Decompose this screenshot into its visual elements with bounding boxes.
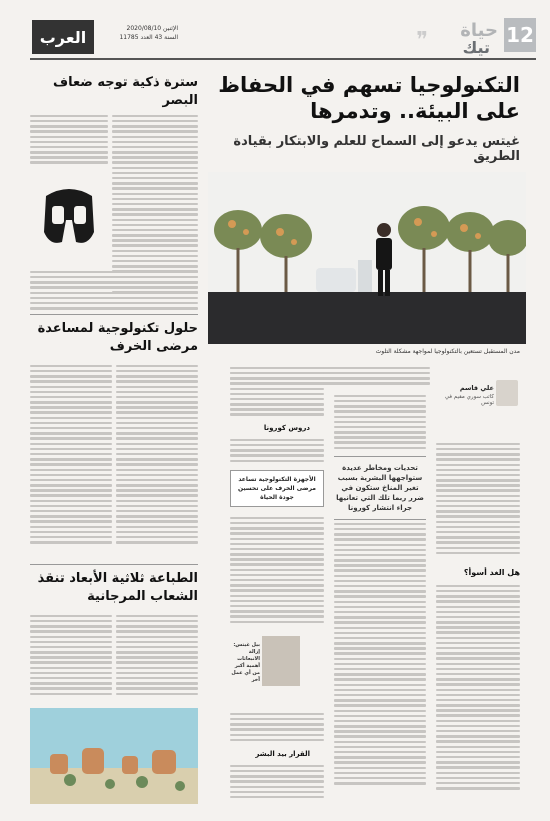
issue-info	[98, 24, 178, 42]
date-line: الإثنين 2020/08/10	[126, 25, 178, 32]
subsection-title: تيك	[462, 38, 490, 57]
author-box	[436, 380, 520, 440]
article-body-col2a	[334, 392, 426, 454]
left-story-2-text-a	[116, 362, 198, 558]
article-body-col2b	[334, 520, 426, 804]
left-story-1-text-c	[30, 268, 198, 316]
article-body-col1a	[436, 440, 520, 564]
bill-gates-box	[230, 636, 300, 706]
article-subhead-3: القرار بيد البشر	[255, 750, 310, 758]
smart-glasses-icon	[30, 176, 108, 266]
left-story-3-text-a	[116, 612, 198, 704]
left-divider-2	[30, 564, 198, 565]
article-photo	[208, 172, 526, 344]
article-body-col3a	[230, 364, 324, 420]
masthead-rule	[30, 58, 536, 60]
left-story-3-text-b	[30, 612, 112, 704]
section-title: حياة	[460, 20, 498, 41]
highlight-box: الأجهزة التكنولوجية تساعد مرضى الخرف على تحسين جودة الحياة	[230, 470, 324, 507]
photo-caption: مدن المستقبل تستعين بالتكنولوجيا لمواجهة مشكلة التلوث	[375, 348, 520, 355]
conference-stage-illustration	[208, 172, 526, 344]
article-body-col3b	[230, 436, 324, 466]
coral-reef-photo	[30, 708, 198, 804]
article-body-col3d	[230, 710, 324, 748]
article-body-col3e	[230, 762, 324, 804]
left-headline-2: حلول تكنولوجية لمساعدة مرضى الخرف	[37, 321, 198, 354]
author-name: علي قاسم	[459, 384, 494, 392]
newspaper-logo: العرب	[32, 20, 94, 54]
article-body-col3c	[230, 514, 324, 632]
article-subhead-2: دروس كورونا	[263, 424, 310, 432]
article-title: التكنولوجيا تسهم في الحفاظ على البيئة.. وتدمرها	[218, 73, 520, 123]
pullquote: تحديات ومخاطر عديدة ستواجهها البشرية بسبب تغير المناخ ستكون في ضرر ربما تلك التي تعانيها جراء انتشار كورونا	[334, 456, 426, 520]
article-body-col1b	[436, 582, 520, 804]
masthead	[0, 0, 550, 62]
left-headline-1: سترة ذكية توجه ضعاف البصر	[52, 75, 198, 108]
page-number: 12	[504, 18, 536, 52]
quote-icon: ❞	[416, 28, 428, 53]
left-story-1-text-b	[30, 112, 108, 172]
article-subtitle: غيتس يدعو إلى السماح للعلم والابتكار بقيادة الطريق	[233, 134, 520, 164]
author-role: كاتب سوري مقيم في تونس	[444, 394, 494, 406]
article-subhead-1: هل الغد أسوأ؟	[463, 568, 520, 577]
author-avatar	[496, 380, 518, 406]
left-story-2-text-b	[30, 362, 112, 558]
issue-line: السنة 43 العدد 11785	[119, 34, 178, 41]
left-headline-3: الطباعة ثلاثية الأبعاد تنقذ الشعاب المرجانية	[37, 571, 198, 604]
bill-gates-caption: بيل غيتس: إزالة الانبعاثات أهمية أكبر من أي عمل آخر	[231, 642, 260, 683]
bill-gates-photo	[262, 636, 300, 686]
